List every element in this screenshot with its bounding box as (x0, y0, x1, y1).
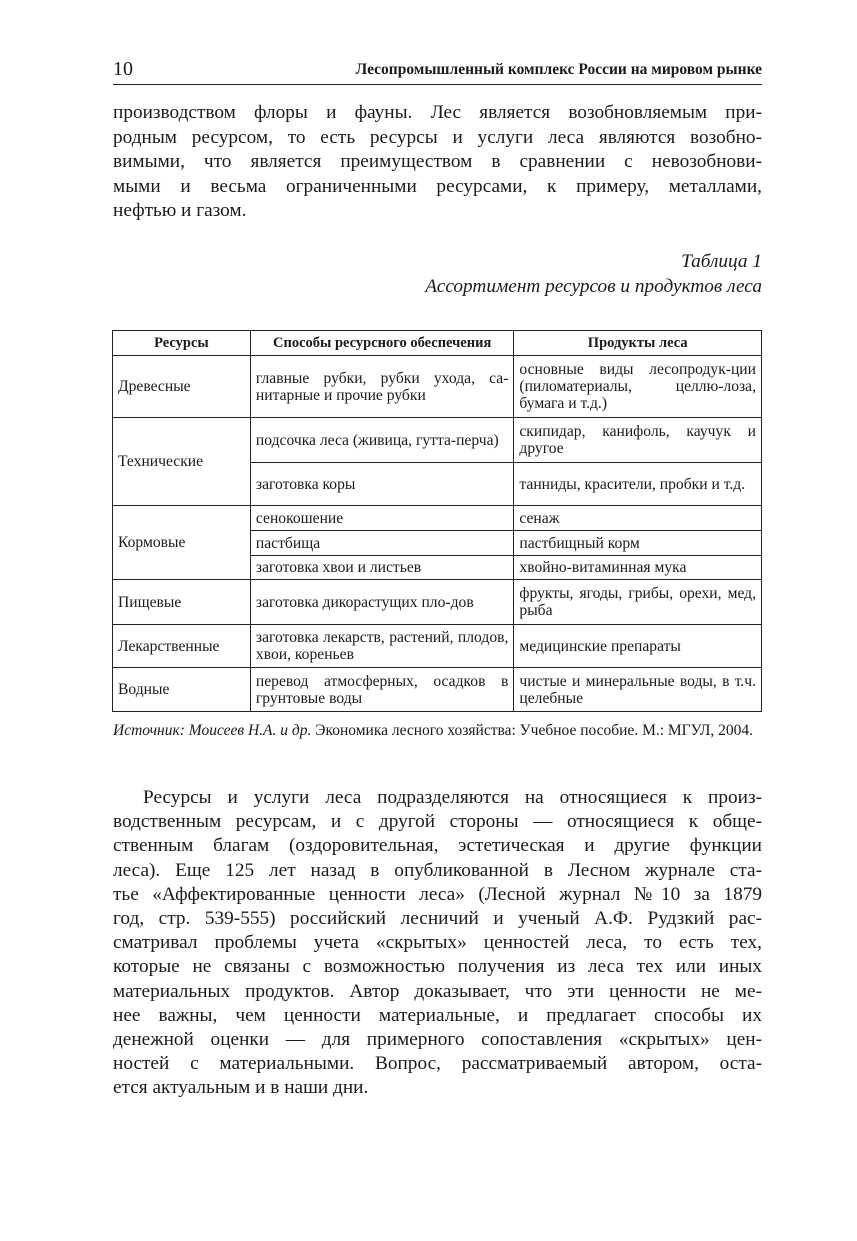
method-cell: заготовка лекарств, растений, плодов, хвои, кореньев (250, 625, 513, 668)
text-line: производством флоры и фауны. Лес является возобновляемым при- (113, 102, 762, 123)
running-header (113, 58, 762, 85)
source-authors: Моисеев Н.А. и др. (188, 722, 312, 739)
text-line: Ресурсы и услуги леса подразделяются на относящиеся к произ- (143, 787, 762, 808)
product-cell: основные виды лесопродук-ции (пиломатериалы, целлю-лоза, бумага и т.д.) (514, 356, 762, 418)
text-line: вимыми, что является преимуществом в сравнении с невозобнови- (113, 151, 762, 172)
resource-cell: Технические (113, 418, 251, 506)
product-cell: фрукты, ягоды, грибы, орехи, мед, рыба (514, 580, 762, 625)
resource-cell: Водные (113, 668, 251, 712)
text-line: родным ресурсом, то есть ресурсы и услуги леса являются возобно- (113, 126, 762, 148)
text-line: тье «Аффектированные ценности леса» (Лесной журнал №10 за 1879 (113, 883, 762, 905)
table-row (113, 356, 762, 418)
method-cell: подсочка леса (живица, гутта-перча) (250, 418, 513, 463)
method-cell: главные рубки, рубки ухода, са-нитарные и прочие рубки (250, 356, 513, 418)
text-line: которые не связаны с возможностью получения из леса тех или иных (113, 956, 762, 978)
header-resources: Ресурсы (113, 331, 251, 356)
product-cell: скипидар, канифоль, каучук и другое (514, 418, 762, 463)
product-cell: пастбищный корм (514, 531, 762, 556)
text-line: нее важны, чем ценности материальные, и предлагает способы их (113, 1004, 762, 1026)
paragraph-1 (113, 101, 762, 224)
text-line: леса). Еще 125 лет назад в опубликованной в Лесном журнале ста- (113, 859, 762, 881)
text-line: ственным благам (оздоровительная, эстетическая и другие функции (113, 835, 762, 857)
table-header-row (113, 331, 762, 356)
product-cell: танниды, красители, пробки и т.д. (514, 463, 762, 506)
table-source (113, 722, 762, 740)
source-label: Источник: (113, 722, 185, 739)
table-title: Ассортимент ресурсов и продуктов леса (425, 276, 762, 297)
running-title: Лесопромышленный комплекс России на мировом рынке (355, 61, 762, 78)
page-number: 10 (113, 58, 133, 80)
resources-table (112, 330, 762, 712)
text-line: денежной оценки — для примерного сопоставления «скрытых» цен- (113, 1028, 762, 1050)
paragraph-2 (113, 786, 762, 1100)
table-row (113, 625, 762, 668)
product-cell: сенаж (514, 506, 762, 531)
method-cell: заготовка коры (250, 463, 513, 506)
source-text: Экономика лесного хозяйства: Учебное пособие. М.: МГУЛ, 2004. (315, 722, 754, 739)
method-cell: перевод атмосферных, осадков в грунтовые воды (250, 668, 513, 712)
resource-cell: Пищевые (113, 580, 251, 625)
method-cell: сенокошение (250, 506, 513, 531)
table-row (113, 668, 762, 712)
resource-cell: Лекарственные (113, 625, 251, 668)
method-cell: заготовка дикорастущих пло-дов (250, 580, 513, 625)
table-row (113, 418, 762, 463)
text-line: водственным ресурсам, и с другой стороны — относящиеся к обще- (113, 811, 762, 833)
text-line: сматривал проблемы учета «скрытых» ценностей леса, то есть тех, (113, 932, 762, 954)
header-methods: Способы ресурсного обеспечения (250, 331, 513, 356)
table-row (113, 506, 762, 531)
table-number: Таблица 1 (681, 251, 762, 272)
product-cell: хвойно-витаминная мука (514, 556, 762, 580)
product-cell: медицинские препараты (514, 625, 762, 668)
resource-cell: Кормовые (113, 506, 251, 580)
text-line: ностей с материальными. Вопрос, рассматриваемый автором, оста- (113, 1053, 762, 1075)
text-line: ется актуальным и в наши дни. (113, 1077, 369, 1099)
text-line: нефтью и газом. (113, 200, 247, 221)
product-cell: чистые и минеральные воды, в т.ч. целебные (514, 668, 762, 712)
method-cell: заготовка хвои и листьев (250, 556, 513, 580)
text-line: год, стр. 539-555) российский лесничий и ученый А.Ф. Рудзкий рас- (113, 907, 762, 929)
resource-cell: Древесные (113, 356, 251, 418)
method-cell: пастбища (250, 531, 513, 556)
table-row (113, 580, 762, 625)
header-products: Продукты леса (514, 331, 762, 356)
text-line: материальных продуктов. Автор доказывает, что эти ценности не ме- (113, 980, 762, 1002)
text-line: мыми и весьма ограниченными ресурсами, к примеру, металлами, (113, 175, 762, 197)
